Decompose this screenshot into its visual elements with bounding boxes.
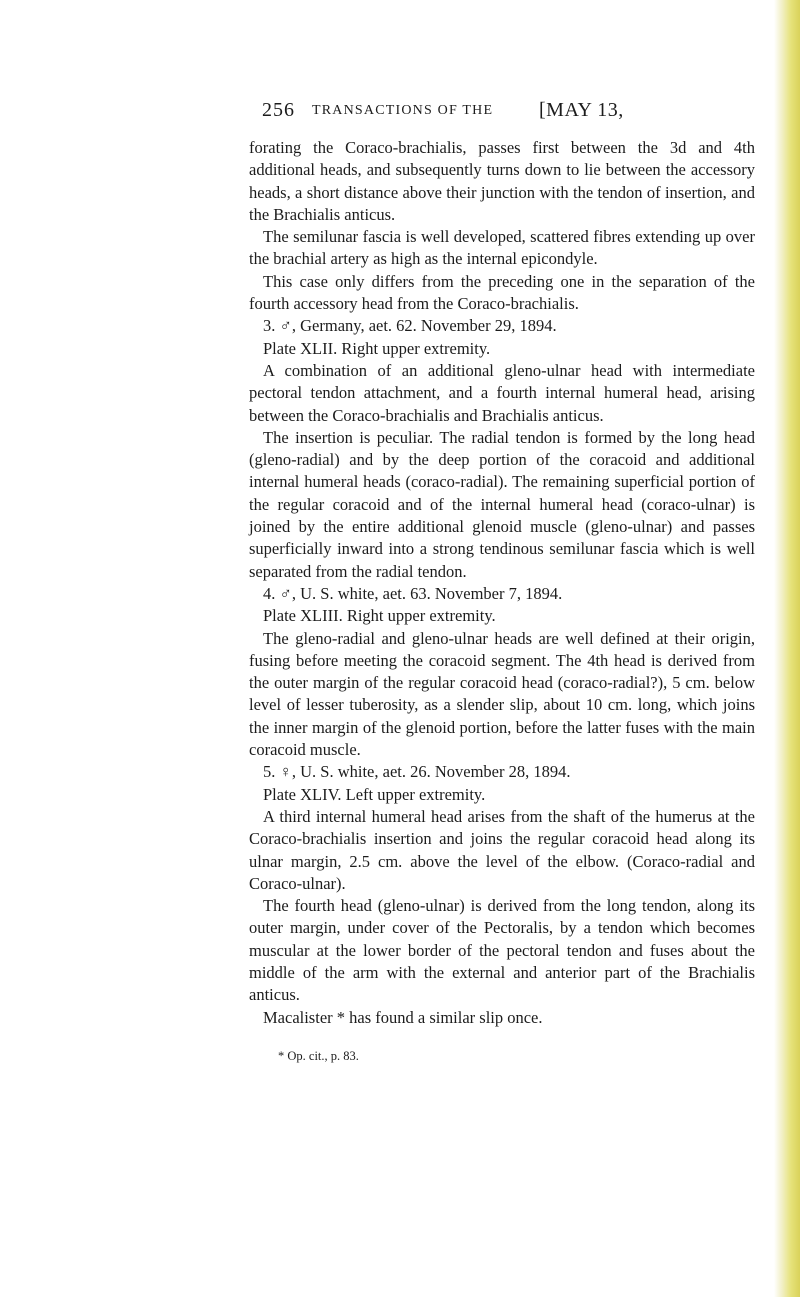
- case-heading: 4. ♂, U. S. white, aet. 63. November 7, 1894.: [263, 583, 563, 603]
- paragraph: forating the Coraco-brachialis, passes first between the 3d and 4th additional heads, and subsequently turns down to lie between the accessory heads, a short distance above their junction with the tendon of insertion, and the Brachialis anticus.: [249, 138, 755, 224]
- running-header: [262, 97, 762, 123]
- paragraph: The fourth head (gleno-ulnar) is derived from the long tendon, along its outer margin, under cover of the Pectoralis, by a tendon which becomes muscular at the lower border of the pectoral tendon and fuses about the middle of the arm with the external and anterior part of the Brachialis anticus.: [249, 896, 755, 1005]
- paragraph: A third internal humeral head arises from the shaft of the humerus at the Coraco-brachialis insertion and joins the regular coracoid head along its ulnar margin, 2.5 cm. above the level of the elbow. (Coraco-radial and Coraco-ulnar).: [249, 806, 755, 893]
- footnote: * Op. cit., p. 83.: [278, 1049, 359, 1063]
- running-title: TRANSACTIONS OF THE: [312, 103, 494, 118]
- page-edge-stain: [774, 0, 800, 1297]
- case-heading: 3. ♂, Germany, aet. 62. November 29, 1894.: [263, 316, 557, 336]
- plate-caption: Plate XLIII. Right upper extremity.: [263, 606, 496, 626]
- case-heading: 5. ♀, U. S. white, aet. 26. November 28, 1894.: [263, 762, 571, 782]
- paragraph: The insertion is peculiar. The radial tendon is formed by the long head (gleno-radial) and by the deep portion of the coracoid and additional internal humeral heads (coraco-radial). The remaining superficial portion of the regular coracoid and of the internal humeral head (coraco-ulnar) is joined by the entire additional glenoid muscle (gleno-ulnar) and passes superficially inward into a strong tendinous semilunar fascia which is well separated from the radial tendon.: [249, 427, 755, 581]
- paragraph: Macalister * has found a similar slip once.: [263, 1007, 543, 1027]
- body-text: [249, 137, 755, 1029]
- header-date: [MAY 13,: [539, 99, 624, 121]
- page-number: 256: [262, 99, 295, 121]
- plate-caption: Plate XLII. Right upper extremity.: [263, 338, 491, 358]
- paragraph: The semilunar fascia is well developed, scattered fibres extending up over the brachial artery as high as the internal epicondyle.: [249, 227, 755, 269]
- paragraph: The gleno-radial and gleno-ulnar heads are well defined at their origin, fusing before meeting the coracoid segment. The 4th head is derived from the outer margin of the regular coracoid head (coraco-radial?), 5 cm. below level of lesser tuberosity, as a slender slip, about 10 cm. long, which joins the inner margin of the glenoid portion, before the latter fuses with the main coracoid muscle.: [249, 628, 755, 760]
- paragraph: This case only differs from the preceding one in the separation of the fourth accessory head from the Coraco-brachialis.: [249, 271, 755, 314]
- paragraph: A combination of an additional gleno-ulnar head with intermediate pectoral tendon attachment, and a fourth internal humeral head, arising between the Coraco-brachialis and Brachialis anticus.: [249, 360, 755, 425]
- plate-caption: Plate XLIV. Left upper extremity.: [263, 784, 486, 804]
